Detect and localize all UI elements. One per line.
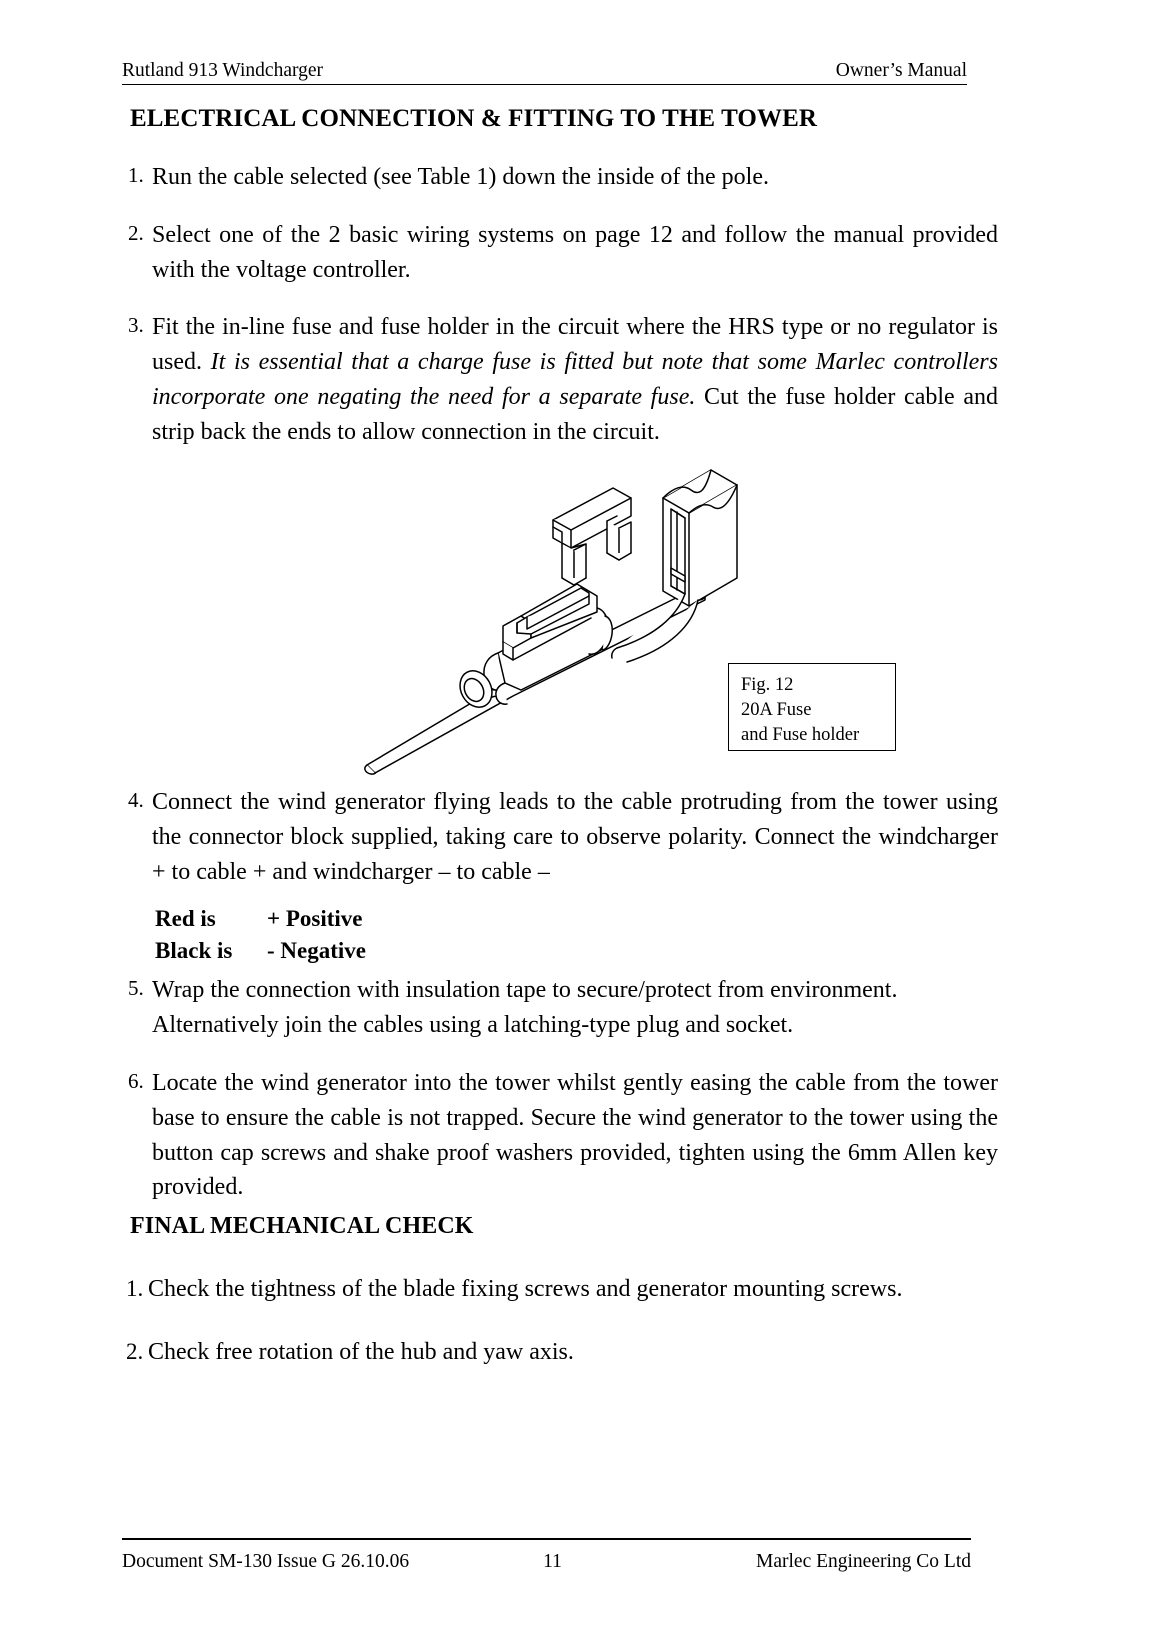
list-item-number: 5. bbox=[128, 976, 144, 1001]
header-right-text: Owner’s Manual bbox=[835, 60, 967, 81]
footer-company: Marlec Engineering Co Ltd bbox=[756, 1551, 971, 1572]
figure-caption-line-1: Fig. 12 bbox=[741, 675, 794, 695]
list-item-number: 4. bbox=[128, 788, 144, 812]
list-item-text: Select one of the 2 basic wiring systems on page 12 and follow the manual provided with the voltage controller. bbox=[152, 221, 998, 283]
list-item-number: 1. bbox=[126, 1276, 144, 1301]
list-item-number: 3. bbox=[128, 313, 144, 338]
list-item-text: Wrap the connection with insulation tape to secure/protect from environment. Alternatively join the cables using a latching-type plug and socket. bbox=[152, 977, 898, 1039]
footer-divider bbox=[122, 1538, 971, 1540]
list-item-text: Run the cable selected (see Table 1) down the inside of the pole. bbox=[152, 164, 770, 190]
running-header bbox=[122, 60, 967, 85]
polarity-red-value: + Positive bbox=[267, 906, 363, 931]
list-item-text-emphasis: It is essential that a charge fuse is fitted but note that some Marlec controllers incorporate one negating the need for a separate fuse. bbox=[152, 349, 998, 410]
list-item-number: 2. bbox=[128, 220, 144, 245]
list-item bbox=[122, 973, 998, 1043]
polarity-red-label: Red is bbox=[155, 906, 216, 931]
section-heading-electrical: ELECTRICAL CONNECTION & FITTING TO THE TOWER bbox=[130, 105, 817, 132]
list-item-text: Check the tightness of the blade fixing screws and generator mounting screws. bbox=[148, 1276, 903, 1302]
figure-caption-line-3: and Fuse holder bbox=[741, 725, 860, 746]
list-item-text-plain-tail: Cut the fuse holder cable and strip back the ends to allow connection in the circuit. bbox=[152, 383, 998, 445]
list-item bbox=[122, 1272, 1002, 1307]
page-footer bbox=[122, 1551, 971, 1573]
polarity-row-black bbox=[155, 935, 366, 967]
polarity-row-red bbox=[155, 903, 366, 935]
list-item-text: Connect the wind generator flying leads to the cable protruding from the tower using the connector block supplied, taking care to observe polarity. Connect the windcharger + to cable + and windcharger – to cable – bbox=[152, 789, 998, 885]
header-left-text: Rutland 913 Windcharger bbox=[122, 60, 324, 81]
list-item-number: 1. bbox=[128, 163, 144, 187]
section-heading-final-check: FINAL MECHANICAL CHECK bbox=[130, 1213, 474, 1239]
footer-document-id: Document SM-130 Issue G 26.10.06 bbox=[122, 1551, 410, 1572]
figure-caption-box bbox=[728, 663, 896, 751]
list-item-number: 6. bbox=[128, 1068, 144, 1093]
list-item-text-plain-lead: Fit the in-line fuse and fuse holder in the circuit where the HRS type or no regulator is used. bbox=[152, 314, 998, 376]
procedure-list bbox=[122, 160, 998, 473]
list-item bbox=[122, 1066, 998, 1205]
list-item bbox=[122, 160, 998, 195]
figure-caption-line-2: 20A Fuse bbox=[741, 700, 812, 721]
footer-page-number: 11 bbox=[543, 1551, 562, 1572]
final-check-list bbox=[122, 1272, 1002, 1398]
procedure-list-continued bbox=[122, 785, 998, 1228]
list-item-text bbox=[152, 310, 998, 449]
list-item bbox=[122, 785, 998, 889]
list-item-text: Check free rotation of the hub and yaw axis. bbox=[148, 1338, 574, 1365]
list-item-text: Locate the wind generator into the tower whilst gently easing the cable from the tower base to ensure the cable is not trapped. Secure the wind generator to the tower using the button cap screws and shake proof washers provided, tighten using the 6mm Allen key provided. bbox=[152, 1069, 998, 1201]
list-item-number: 2. bbox=[126, 1338, 144, 1364]
polarity-black-label: Black is bbox=[155, 937, 233, 963]
polarity-black-value: - Negative bbox=[267, 937, 366, 963]
list-item bbox=[122, 218, 998, 288]
list-item bbox=[122, 310, 998, 449]
list-item bbox=[122, 1335, 1002, 1370]
polarity-note bbox=[155, 903, 366, 966]
